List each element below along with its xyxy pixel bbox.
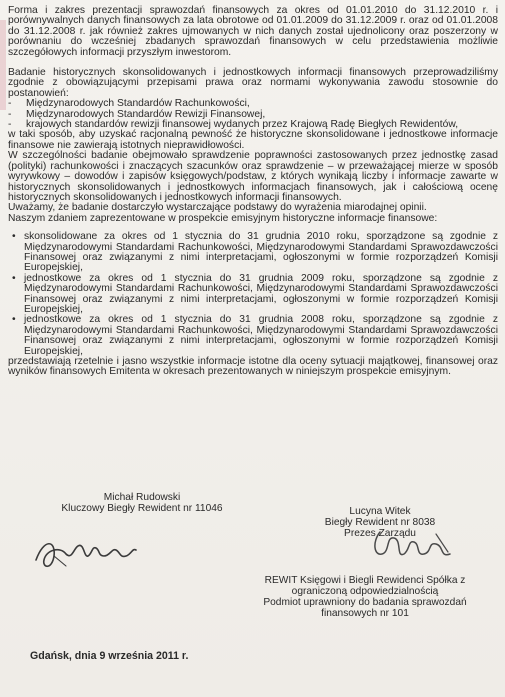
firm-line: finansowych nr 101 <box>321 608 409 619</box>
opinion-bullet: • jednostkowe za okres od 1 stycznia do 31 grudnia 2009 roku, sporządzone są zgodnie z Międzynarodowymi Standardami Rachunkowości, Międzynarodowymi Standardami Sprawozdawczości Finansowej oraz związanymi z nimi interpretacjami, ogłoszonymi w formie rozporządzeń Komisji Europejskiej, <box>8 274 498 316</box>
paragraph-procedures: W szczególności badanie obejmowało sprawdzenie poprawności zastosowanych przez jednostkę zasad (polityki) rachunkowości i znaczących szacunków oraz sprawdzenie – w przeważającej mierze w sposób wyrywkowy – dowodów i zapisów księgowych/podstaw, z których wynikają liczby i informacje zawarte w historycznych skonsolidowanych i jednostkowych informacjach finansowych, jak i całościową ocenę historycznych skonsolidowanych i jednostkowych informacji finansowych. <box>8 150 498 203</box>
paragraph-opinion-intro: Naszym zdaniem zaprezentowane w prospekcie emisyjnym historyczne informacje finansowe: <box>8 212 438 224</box>
opinion-bullet: • skonsolidowane za okres od 1 stycznia do 31 grudnia 2010 roku, sporządzone są zgodnie z Międzynarodowymi Standardami Rachunkowości, Międzynarodowymi Standardami Sprawozdawczości Finansowej oraz związanymi z nimi interpretacjami, ogłoszonymi w formie rozporządzeń Komisji Europejskiej, <box>8 232 498 274</box>
right-signer-title: Biegły Rewident nr 8038 <box>324 517 436 528</box>
standards-list <box>8 99 498 130</box>
standards-item: - Międzynarodowych Standardów Rachunkowości, <box>8 99 498 109</box>
firm-line: ograniczoną odpowiedzialnością <box>291 586 439 597</box>
place-date: Gdańsk, dnia 9 września 2011 r. <box>30 650 189 662</box>
firm-line: REWIT Księgowi i Biegli Rewidenci Spółka z <box>264 575 466 586</box>
paragraph-conclusion: przedstawiają rzetelnie i jasno wszystkie informacje istotne dla oceny sytuacji majątkowej, finansowej oraz wyników finansowych Emitenta w okresach prezentowanych w niniejszym prospekcie emisyjnym. <box>8 356 498 378</box>
left-signer-title: Kluczowy Biegły Rewident nr 11046 <box>61 503 223 514</box>
paragraph-reasonable-assurance: w taki sposób, aby uzyskać racjonalną pewność że historyczne skonsolidowane i jednostkowe informacje finansowe nie zawierają istotnych nieprawidłowości. <box>8 129 498 151</box>
opinion-bullet: • jednostkowe za okres od 1 stycznia do 31 grudnia 2008 roku, sporządzone są zgodnie z Międzynarodowymi Standardami Rachunkowości, Międzynarodowymi Standardami Sprawozdawczości Finansowej oraz związanymi z nimi interpretacjami, ogłoszonymi w formie rozporządzeń Komisji Europejskiej, <box>8 315 498 357</box>
standards-item: - krajowych standardów rewizji finansowej wydanych przez Krajową Radę Biegłych Rewidentów, <box>8 120 498 130</box>
paragraph-basis: Uważamy, że badanie dostarczyło wystarczające podstawy do wyrażenia miarodajnej opinii. <box>8 202 427 214</box>
margin-mark <box>0 20 6 110</box>
left-signer-name: Michał Rudowski <box>103 492 181 503</box>
firm-block <box>240 575 490 619</box>
standards-item: - Międzynarodowych Standardów Rewizji Finansowej, <box>8 110 498 120</box>
right-signer-role: Prezes Zarządu <box>344 528 416 539</box>
left-signature <box>26 530 166 572</box>
firm-line: Podmiot uprawniony do badania sprawozdań <box>263 597 467 608</box>
right-signature <box>362 524 472 568</box>
opinion-bullets <box>8 232 498 357</box>
body-text <box>8 6 498 378</box>
right-signer-name: Lucyna Witek <box>349 506 411 517</box>
paragraph-audit-basis: Badanie historycznych skonsolidowanych i jednostkowych informacji finansowych przeprowadziliśmy zgodnie z obowiązującymi przepisami prawa oraz normami wykonywania zawodu stosownie do postanowień: <box>8 67 498 99</box>
left-signer <box>44 492 240 514</box>
paragraph-scope: Forma i zakres prezentacji sprawozdań finansowych za okres od 01.01.2010 do 31.12.2010 r. i porównywalnych danych finansowych za lata obrotowe od 01.01.2009 do 31.12.2009 r. oraz od 01.01.2008 do 31.12.2008 r. jak również zakres ujmowanych w nich danych został ujednolicony oraz poszerzony w porównaniu do wcześniej zbadanych sprawozdań finansowych w celu przedstawienia możliwie szczegółowych informacji przyszłym inwestorom. <box>8 5 498 58</box>
